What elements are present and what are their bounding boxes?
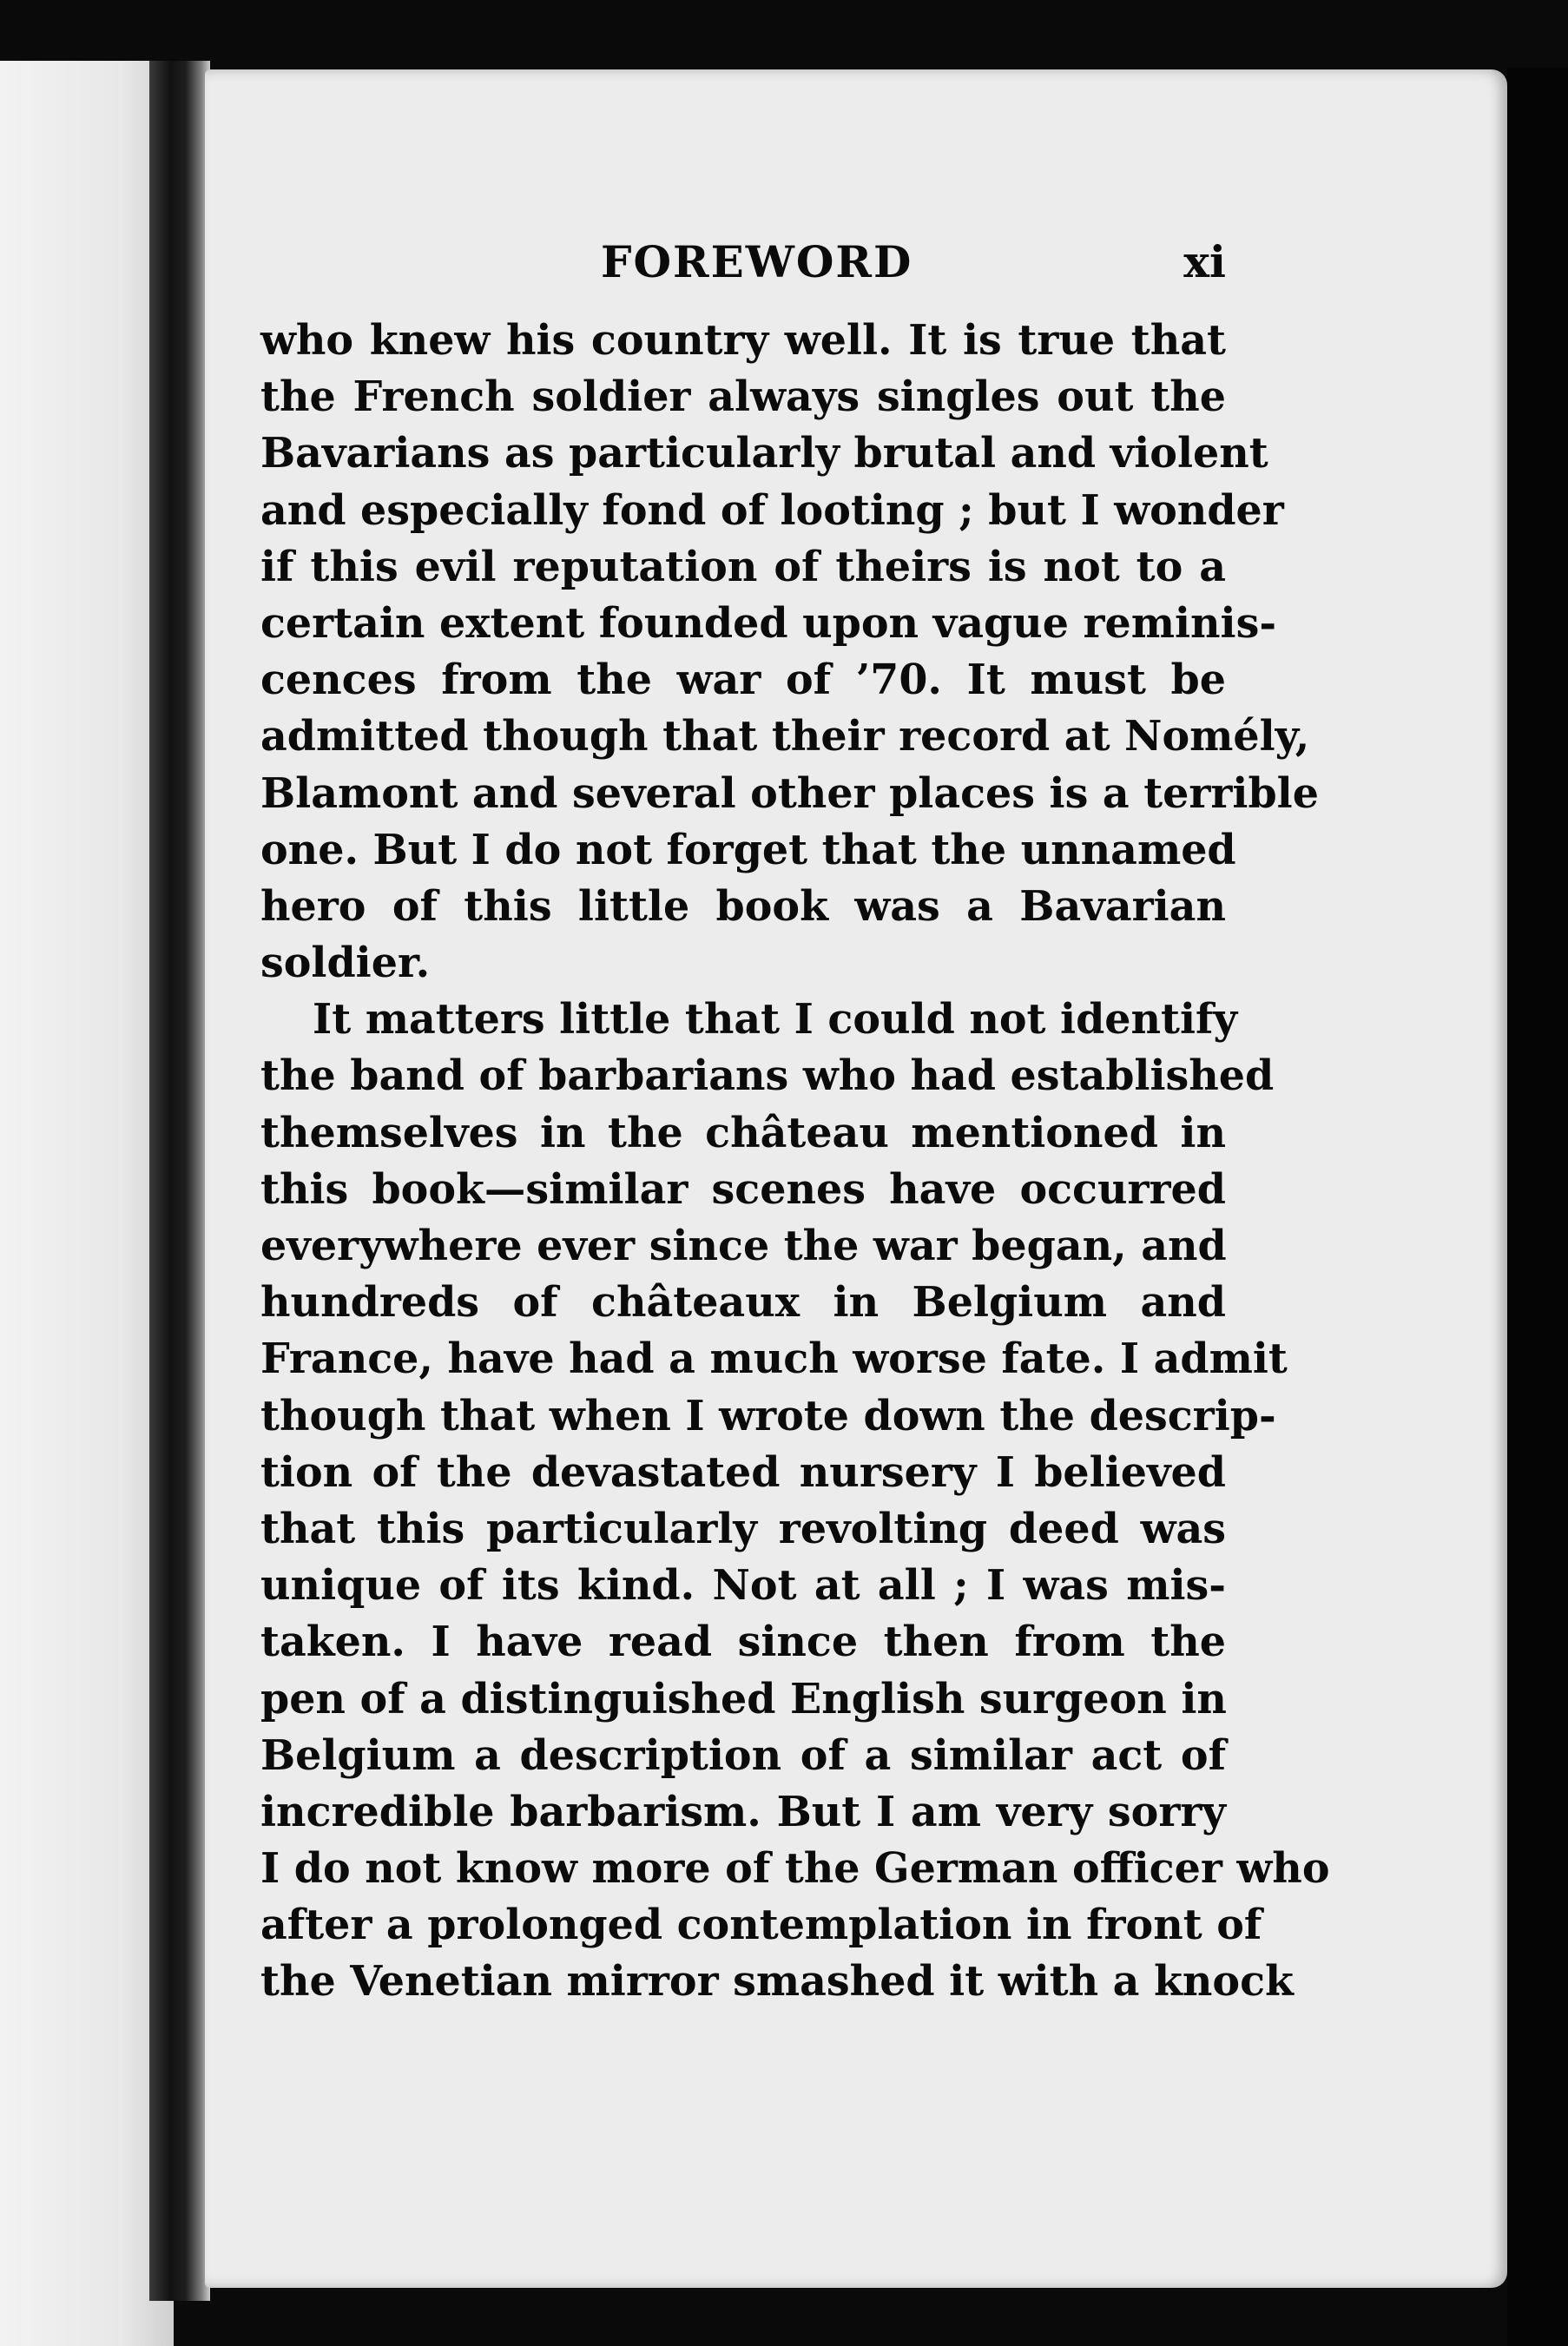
- text-line: one. But I do not forget that the unnamed: [260, 825, 1236, 874]
- text-line: taken. I have read since then from the: [260, 1618, 1226, 1667]
- paragraph: [260, 313, 1319, 992]
- text-line: tion of the devastated nursery I believed: [260, 1447, 1226, 1497]
- text-line: if this evil reputation of theirs is not to a: [260, 542, 1226, 591]
- paragraph: [260, 992, 1330, 2010]
- text-line: soldier.: [260, 939, 431, 988]
- text-line: and especially fond of looting ; but I wonder: [260, 485, 1284, 535]
- text-line: Bavarians as particularly brutal and violent: [260, 429, 1268, 478]
- page-number: xi: [1183, 236, 1226, 287]
- running-header: [260, 236, 1226, 306]
- text-line: cences from the war of ’70. It must be: [260, 656, 1226, 705]
- text-line: It matters little that I could not identify: [313, 995, 1238, 1044]
- page-body: [260, 313, 1330, 2011]
- book-binding-shadow: [149, 61, 210, 2301]
- text-line: themselves in the château mentioned in: [260, 1108, 1226, 1157]
- text-line: after a prolonged contemplation in front of: [260, 1901, 1262, 1950]
- text-line: this book—similar scenes have occurred: [260, 1164, 1226, 1214]
- text-line: incredible barbarism. But I am very sorry: [260, 1787, 1226, 1836]
- text-line: who knew his country well. It is true that: [260, 316, 1226, 365]
- text-line: hundreds of châteaux in Belgium and: [260, 1278, 1226, 1328]
- running-title: FOREWORD: [601, 236, 913, 287]
- text-line: Belgium a description of a similar act of: [260, 1730, 1226, 1780]
- text-line: I do not know more of the German officer who: [260, 1844, 1330, 1894]
- text-line: that this particularly revolting deed was: [260, 1504, 1226, 1553]
- text-line: the French soldier always singles out the: [260, 372, 1226, 422]
- text-line: pen of a distinguished English surgeon in: [260, 1674, 1227, 1723]
- text-line: though that when I wrote down the descrip-: [260, 1391, 1276, 1440]
- scan-border-right: [1507, 68, 1568, 2346]
- text-line: everywhere ever since the war began, and: [260, 1222, 1227, 1270]
- facing-page-edge: [0, 61, 174, 2346]
- text-line: Blamont and several other places is a terrible: [260, 768, 1319, 818]
- text-line: unique of its kind. Not at all ; I was mis-: [260, 1561, 1226, 1611]
- text-line: France, have had a much worse fate. I admit: [260, 1334, 1288, 1384]
- text-line: certain extent founded upon vague reminis-: [260, 598, 1277, 648]
- text-line: the band of barbarians who had established: [260, 1051, 1275, 1101]
- text-line: admitted though that their record at Nomély,: [260, 712, 1310, 761]
- text-line: hero of this little book was a Bavarian: [260, 881, 1226, 931]
- text-line: the Venetian mirror smashed it with a knock: [260, 1957, 1294, 2007]
